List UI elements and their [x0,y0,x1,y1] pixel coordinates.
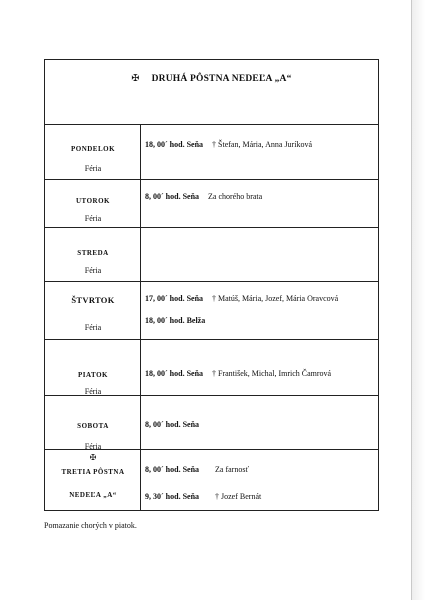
mass-intention: Za farnosť [215,465,249,474]
row-stvrtok [45,282,378,340]
day-name: SOBOTA [77,422,109,430]
mass-intention: † Štefan, Mária, Anna Juríková [212,140,312,149]
row-streda [45,228,378,282]
mass-time: 18, 00´ hod. Belža [145,316,206,325]
mass-time: 9, 30´ hod. Seňa [145,492,200,501]
mass-entry [145,492,261,501]
day-name-second-line: NEDEĽA „A“ [69,491,117,499]
title-row [45,60,378,125]
row-sunday [45,450,378,510]
row-utorok [45,180,378,228]
day-name: ŠTVRTOK [71,295,115,305]
mass-intention: † František, Michal, Imrich Čamrová [212,369,332,378]
cross-icon: ✠ [89,453,97,462]
mass-time: 17, 00´ hod. Seňa [145,294,204,303]
mass-entry [145,192,262,201]
cross-icon: ✠ [131,74,140,84]
day-cell [45,282,141,339]
day-cell [45,396,141,449]
day-subtitle: Féria [84,323,102,332]
day-subtitle: Féria [84,164,102,173]
mass-time: 18, 00´ hod. Seňa [145,369,204,378]
footnote: Pomazanie chorých v piatok. [44,521,137,530]
mass-time: 8, 00´ hod. Seňa [145,192,200,201]
mass-time: 18, 00´ hod. Seňa [145,140,204,149]
mass-entry [145,420,199,429]
day-cell [45,450,141,510]
day-cell [45,340,141,395]
day-cell [45,180,141,227]
mass-intention: † Jozef Bernát [215,492,262,501]
day-cell [45,124,141,179]
day-cell [45,228,141,281]
title-text: DRUHÁ PÔSTNA NEDEĽA „A“ [151,74,292,84]
mass-entry [145,294,338,303]
day-subtitle: Féria [84,214,102,223]
mass-entry [145,369,331,378]
day-name: TRETIA PÔSTNA [61,468,125,476]
day-subtitle: Féria [84,442,102,451]
mass-entry [145,316,205,325]
day-name: PONDELOK [70,145,116,153]
row-pondelok [45,124,378,180]
day-name: STREDA [77,249,109,257]
day-subtitle: Féria [84,387,102,396]
scan-shadow [412,0,425,600]
mass-time: 8, 00´ hod. Seňa [145,420,200,429]
day-name: UTOROK [76,197,110,205]
mass-time: 8, 00´ hod. Seňa [145,465,200,474]
mass-entry [145,465,249,474]
day-name: PIATOK [78,371,108,379]
row-piatok [45,340,378,396]
mass-entry [145,140,312,149]
page-title [45,73,378,84]
mass-intention: † Matúš, Mária, Jozef, Mária Oravcová [212,294,339,303]
schedule-table [44,59,379,511]
day-subtitle: Féria [84,266,102,275]
row-sobota [45,396,378,450]
mass-intention: Za chorého brata [208,192,263,201]
